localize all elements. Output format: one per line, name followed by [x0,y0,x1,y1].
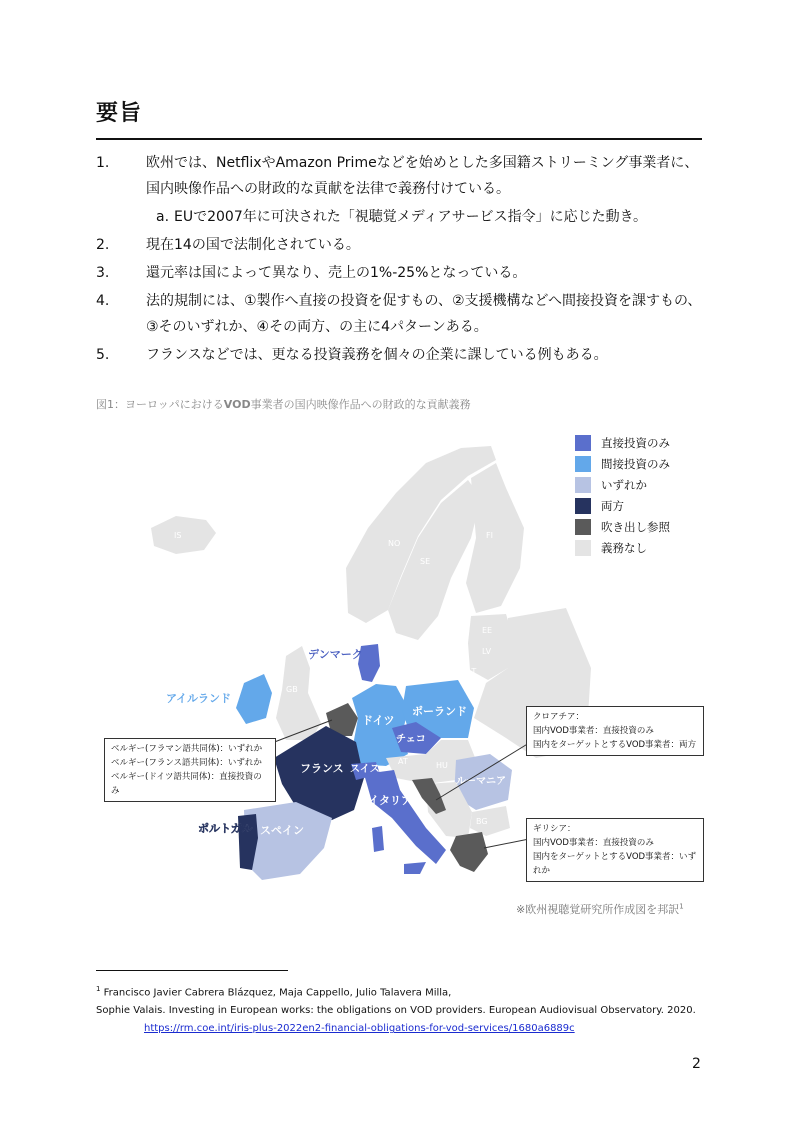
label-germany: ドイツ [362,714,395,727]
legend-swatch [575,540,591,556]
europe-map [96,418,596,898]
summary-item-2 [96,232,706,258]
label-poland: ポーランド [412,705,467,718]
summary-item-1 [96,150,706,202]
figure-caption: 図1：ヨーロッパにおけるVOD事業者の国内映像作品への財政的な貢献義務 [96,398,471,411]
label-ireland: アイルランド [166,692,232,705]
sicily-shape [404,862,426,874]
label-denmark: デンマーク [308,648,363,661]
legend-item-callout: 吹き出し参照 [575,517,670,536]
callout-croatia: クロアチア： 国内VOD事業者：直接投資のみ 国内をターゲットとするVOD事業者：両方 [526,706,704,756]
label-czech: チェコ [396,734,426,745]
callout-belgium: ベルギー(フラマン語共同体)：いずれか ベルギー(フランス語共同体)：いずれか ベルギー(ドイツ語共同体)：直接投資のみ [104,738,276,802]
legend-swatch [575,498,591,514]
ireland-shape [236,674,272,724]
footnote-divider [96,970,288,971]
iso-at: AT [398,757,408,766]
footnote-link[interactable]: https://rm.coe.int/iris-plus-2022en2-financial-obligations-for-vod-services/1680a6889c [144,1023,575,1035]
iso-lv: LV [482,647,492,656]
callout-greece: ギリシア： 国内VOD事業者：直接投資のみ 国内をターゲットとするVOD事業者：いずれか [526,818,704,882]
item-text: フランスなどでは、更なる投資義務を個々の企業に課している例もある。 [146,347,608,363]
iso-se: SE [420,557,431,566]
item-number: 2. [96,237,110,253]
footnote [96,980,716,1038]
label-italy: イタリア [368,794,412,807]
footnote-line-1: $^1$ Francisco Javier Cabrera Blázquez, Maja Cappello, Julio Talavera Milla, [96,985,452,999]
summary-subitem-a [96,204,706,230]
page-number: 2 [692,1056,701,1072]
item-number: 4. [96,293,110,309]
iso-fi: FI [486,531,493,540]
iso-ee: EE [482,626,493,635]
subitem-letter: a. [156,209,170,225]
legend-item-either: いずれか [575,475,670,494]
item-number: 3. [96,265,110,281]
map-legend [575,433,670,559]
iso-lt: LT [468,667,477,676]
legend-item-none: 義務なし [575,538,670,557]
legend-swatch [575,477,591,493]
item-number: 1. [96,155,110,171]
iso-hu: HU [436,761,448,770]
iso-no: NO [388,539,401,548]
legend-item-both: 両方 [575,496,670,515]
item-number: 5. [96,347,110,363]
summary-item-3 [96,260,706,286]
legend-item-direct: 直接投資のみ [575,433,670,452]
summary-item-5 [96,342,706,368]
iso-gb: GB [286,685,298,694]
figure-source: ※欧州視聴覚研究所作成図を邦訳$^1$ [516,902,684,916]
iso-bg: BG [476,817,488,826]
label-france: フランス [300,762,344,775]
summary-item-4 [96,288,706,340]
label-romania: ルーマニア [456,776,506,787]
legend-swatch [575,456,591,472]
iso-is: IS [174,531,182,540]
page-heading: 要旨 [96,101,143,126]
legend-swatch [575,519,591,535]
item-text: 還元率は国によって異なり、売上の1%-25%となっている。 [146,265,527,281]
sardinia-shape [372,826,384,852]
item-text: 現在14の国で法制化されている。 [146,237,360,253]
label-portugal: ポルトガル [198,822,253,835]
item-text: 欧州では、NetflixやAmazon Primeなどを始めとした多国籍ストリーミング事業者に、国内映像作品への財政的な貢献を法律で義務付けている。 [146,155,699,197]
legend-item-indirect: 間接投資のみ [575,454,670,473]
heading-divider [96,138,702,140]
finland-shape [466,463,524,613]
summary-list [96,150,706,370]
item-text: 法的規制には、①製作へ直接の投資を促すもの、②支援機構などへ間接投資を課すもの、③そのいずれか、④その両方、の主に4パターンある。 [146,293,702,335]
iceland-shape [151,516,216,554]
footnote-line-2: Sophie Valais. Investing in European works: the obligations on VOD providers. European Audiovisual Observatory. 2020. [96,1005,696,1017]
legend-swatch [575,435,591,451]
greece-shape [450,832,488,872]
label-switzerland: スイス [350,764,380,775]
label-spain: スペイン [260,824,304,837]
subitem-text: EUで2007年に可決された「視聴覚メディアサービス指令」に応じた動き。 [174,209,648,225]
